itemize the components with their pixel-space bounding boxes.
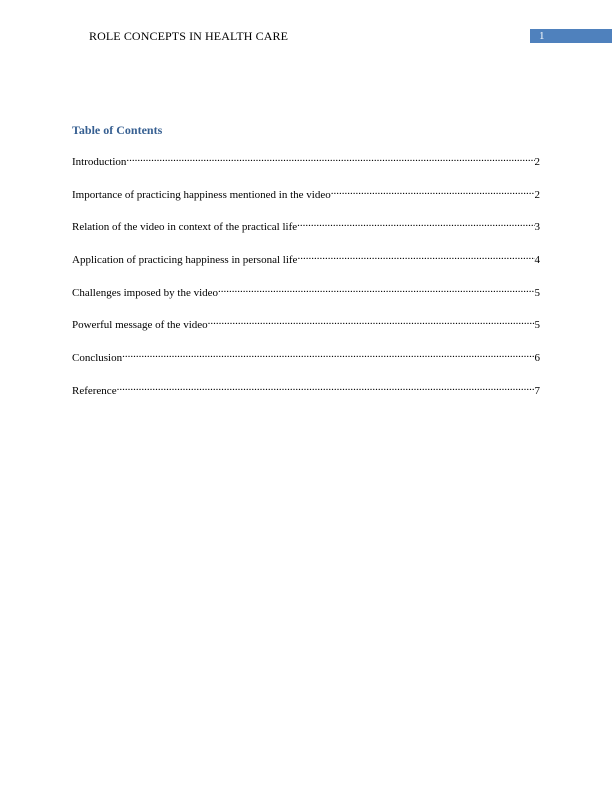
toc-dot-leader	[218, 282, 534, 296]
toc-entry-title: Reference	[72, 384, 117, 397]
toc-entry-title: Importance of practicing happiness mentioned in the video	[72, 188, 331, 201]
toc-dot-leader	[297, 249, 534, 263]
toc-dot-leader	[117, 380, 535, 394]
toc-entry-page: 2	[534, 188, 540, 201]
toc-dot-leader	[208, 314, 535, 328]
toc-entry-title: Introduction	[72, 156, 127, 168]
toc-entry-conclusion[interactable]	[72, 347, 540, 365]
page-number-bar	[530, 29, 612, 43]
toc-list	[72, 151, 540, 413]
toc-entry-title: Powerful message of the video	[72, 319, 208, 332]
toc-entry-title: Relation of the video in context of the practical life	[72, 221, 298, 234]
toc-entry-title: Application of practicing happiness in personal life	[72, 254, 298, 267]
toc-entry-challenges[interactable]	[72, 282, 540, 299]
toc-entry-reference[interactable]	[72, 380, 540, 397]
toc-dot-leader	[331, 184, 535, 198]
toc-dot-leader	[297, 216, 534, 230]
toc-entry-relation[interactable]	[72, 216, 540, 234]
toc-entry-page: 5	[534, 319, 540, 332]
toc-entry-page: 5	[534, 286, 540, 299]
toc-entry-application[interactable]	[72, 249, 540, 267]
toc-entry-page: 4	[534, 254, 540, 267]
toc-entry-page: 3	[534, 221, 540, 234]
page-number: 1	[539, 30, 545, 42]
toc-entry-page: 7	[534, 384, 540, 397]
toc-entry-page: 6	[534, 352, 540, 365]
toc-entry-title: Conclusion	[72, 352, 123, 365]
toc-entry-importance[interactable]	[72, 184, 540, 201]
toc-entry-powerful-message[interactable]	[72, 314, 540, 332]
toc-entry-introduction[interactable]	[72, 151, 540, 168]
toc-entry-title: Challenges imposed by the video	[72, 286, 219, 299]
toc-dot-leader	[122, 347, 534, 361]
toc-dot-leader	[126, 151, 534, 165]
running-head: ROLE CONCEPTS IN HEALTH CARE	[89, 29, 289, 43]
toc-heading: Table of Contents	[72, 123, 163, 137]
toc-entry-page: 2	[534, 156, 540, 168]
